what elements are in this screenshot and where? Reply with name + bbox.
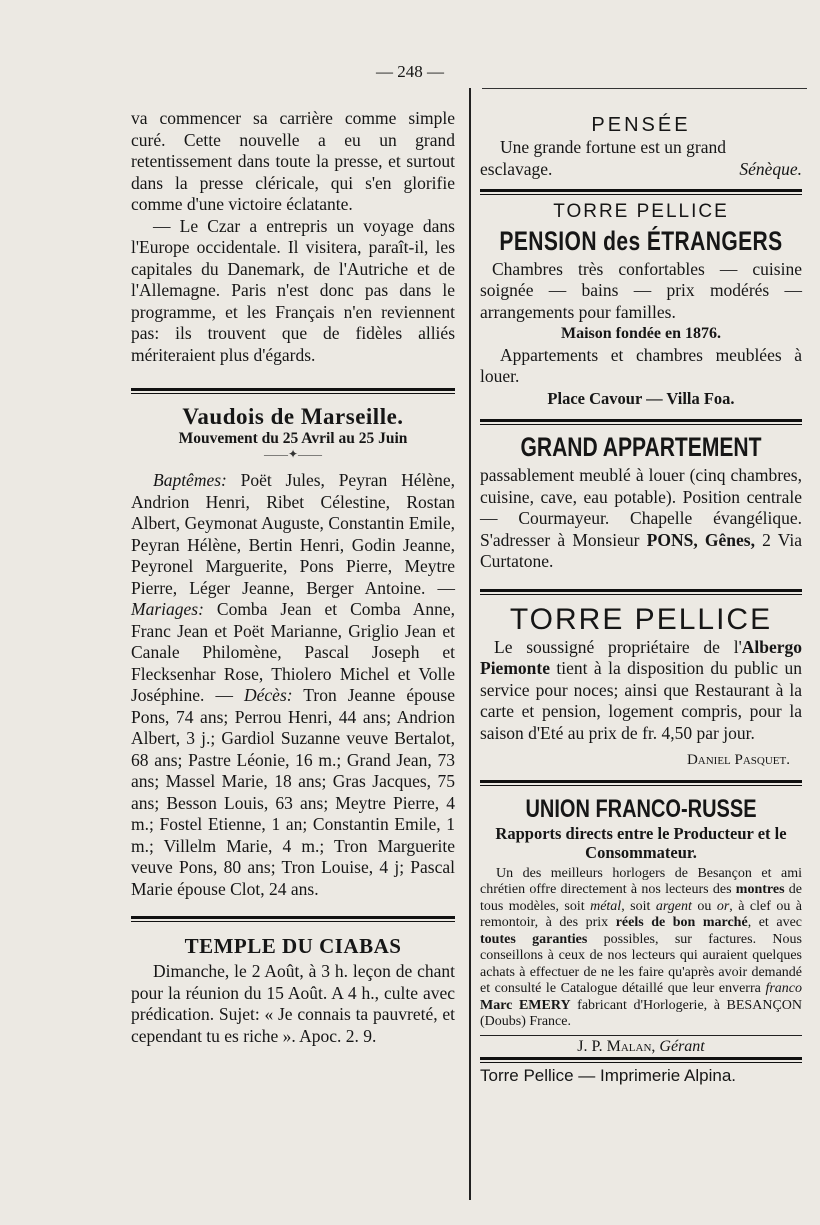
deces-label: Décès: — [244, 685, 293, 705]
imprimerie-line: Torre Pellice — Imprimerie Alpina. — [480, 1066, 737, 1085]
union-or: or — [716, 898, 730, 914]
union-text-7: possibles, sur factures. Nous conseillons à ceux de nos lecteurs qui auraient quelques achats à effectuer de ne les faire qu'après avoir demandé et consulté le Catalogue détaillé que leur enverra — [480, 931, 802, 996]
union-text — [480, 866, 802, 1031]
column-divider — [469, 88, 471, 1200]
union-text-2: de tous modèles, soit — [480, 882, 802, 914]
vaudois-subtitle: Mouvement du 25 Avril au 25 Juin — [178, 430, 408, 447]
deces-prefix: — — [204, 685, 244, 705]
temple-title: TEMPLE DU CIABAS — [184, 934, 402, 958]
union-text-4: ou — [691, 898, 717, 914]
union-text-6: , et avec — [747, 915, 802, 930]
mariages-label: Mariages: — [131, 599, 204, 619]
intro-paragraph: va commencer sa carrière comme simple curé. Cette nouvelle a eu un grand retentissement dans toute la presse, et surtout dans la presse cléricale, qui s'en glorifie comme d'une victoire éclatante. — [131, 108, 455, 214]
union-garanties: toutes garanties — [480, 931, 588, 947]
civil-records-paragraph — [131, 470, 455, 900]
header-rule — [482, 88, 807, 89]
union-title: UNION FRANCO-RUSSE — [525, 794, 757, 823]
torre-pellice-heading-1: TORRE PELLICE — [553, 200, 729, 222]
albergo-text-b: tient à la disposition du public un service pour noces; ainsi que Restaurant à la carte et pension, logement compris, pour la saison d'Eté au prix de fr. 4,50 par jour. — [480, 658, 802, 743]
pension-text: Chambres très confortables — cuisine soignée — bains — prix modérés — arrangements pour familles. — [480, 258, 802, 322]
vaudois-title: Vaudois de Marseille. — [182, 404, 404, 429]
albergo-text-a: Le soussigné propriétaire de l' — [494, 636, 742, 657]
baptemes-text: Poët Jules, Peyran Hélène, Andrion Henri, Ribet Célestine, Rostan Albert, Geymonat Auguste, Constantin Emile, Peyran Hélène, Bertin Henri, Godin Jeanne, Peyronel Marguerite, Pons Pierre, Meytre Pierre, Léger Jeanne, Berger Antoine. — — [131, 470, 455, 598]
albergo-name: Albergo Piemonte — [480, 636, 802, 678]
pensee-author-name: Sénèque. — [739, 159, 802, 179]
union-montres: montres — [735, 882, 785, 897]
pension-title: PENSION des ÉTRANGERS — [499, 225, 783, 256]
albergo-text — [480, 637, 802, 745]
union-text-8: fabricant d'Horlogerie, à BESANÇON (Doubs) France. — [480, 997, 802, 1029]
grand-appartement-text — [480, 465, 802, 573]
grand-text-a: passablement meublé à louer (cinq chambres, cuisine, cave, eau potable). Position centrale — Courmayeur. Chapelle évangélique. S'adresser à Monsieur — [480, 465, 802, 550]
section-rule — [131, 388, 455, 394]
albergo-signature: Daniel Pasquet. — [686, 752, 790, 768]
ornament: ——✦—— — [263, 447, 323, 461]
pension-rooms: Appartements et chambres meublées à louer. — [480, 344, 802, 386]
torre-pellice-heading-2: TORRE PELLICE — [509, 602, 773, 636]
ad-rule — [480, 419, 802, 425]
gerant-line — [480, 1036, 802, 1058]
pension-address: Place Cavour — Villa Foa. — [547, 388, 735, 408]
union-subtitle: Rapports directs entre le Producteur et le Consommateur. — [495, 823, 787, 862]
section-rule — [131, 916, 455, 922]
gerant-name: J. P. Malan, — [577, 1037, 656, 1055]
union-argent: argent — [655, 898, 692, 914]
union-prix: réels de bon marché — [615, 915, 748, 930]
pensee-quote: Une grande fortune est un grand esclavage. — [480, 137, 726, 179]
grand-appartement-title: GRAND APPARTEMENT — [520, 432, 762, 462]
czar-paragraph: — Le Czar a entrepris un voyage dans l'Europe occidentale. Il visitera, paraît-il, les capitales du Danemark, de l'Autriche et de l'Allemagne. Paris n'est donc pas dans le programme, et les Français n'en reviennent pas: ils trouvent que de fidèles alliés mériteraient plus d'égards. — [131, 215, 455, 365]
grand-text-b: 2 Via Curtatone. — [480, 529, 802, 571]
gerant-label: Gérant — [655, 1037, 705, 1055]
ad-rule — [480, 780, 802, 786]
union-franco: franco — [765, 981, 802, 996]
union-text-3: , soit — [621, 898, 656, 914]
deces-text: Tron Jeanne épouse Pons, 74 ans; Perrou Henri, 44 ans; Andrion Albert, 3 j.; Gardiol Suzanne veuve Bertalot, 68 ans; Pastre Léonie, 16 m.; Grand Jean, 73 ans; Massel Marie, 18 ans; Gras Jacques, 75 ans; Besson Louis, 63 ans; Meytre Pierre, 4 m.; Fostel Etienne, 1 an; Constantin Emile, 1 m.; Villelm Marie, 4 m.; Tron Marguerite veuve Pons, 80 ans; Tron Louise, 4 j; Pascal Marie épouse Clot, 24 ans. — [131, 685, 456, 899]
left-column — [131, 108, 455, 1047]
pension-founded: Maison fondée en 1876. — [561, 325, 721, 342]
union-emery: Marc EMERY — [480, 997, 571, 1013]
pensee-title: PENSÉE — [591, 114, 691, 136]
ad-rule — [480, 589, 802, 595]
union-text-1: Un des meilleurs horlogers de Besançon et ami chrétien offre directement à nos lecteurs des — [480, 865, 802, 897]
ad-rule — [480, 189, 802, 195]
grand-pons: PONS, Gênes, — [646, 529, 755, 550]
footer-rule — [480, 1057, 802, 1063]
right-column — [480, 100, 802, 1087]
temple-paragraph: Dimanche, le 2 Août, à 3 h. leçon de chant pour la réunion du 15 Août. A 4 h., culte avec prédication. Sujet: « Je connais ta pauvreté, et cependant tu es riche ». Apoc. 2. 9. — [131, 961, 455, 1046]
baptemes-label: Baptêmes: — [153, 470, 227, 490]
mariages-text: Comba Jean et Comba Anne, Franc Jean et Poët Marianne, Griglio Jean et Canale Philomène, Pascal Joseph et Flecksenhar Rose, Thiolero Michel et Volle Joséphine. — [131, 599, 455, 705]
union-metal: métal — [590, 898, 622, 914]
page-number: — 248 — — [376, 62, 444, 81]
union-text-5: , à clef ou à remontoir, à des prix — [480, 898, 802, 930]
